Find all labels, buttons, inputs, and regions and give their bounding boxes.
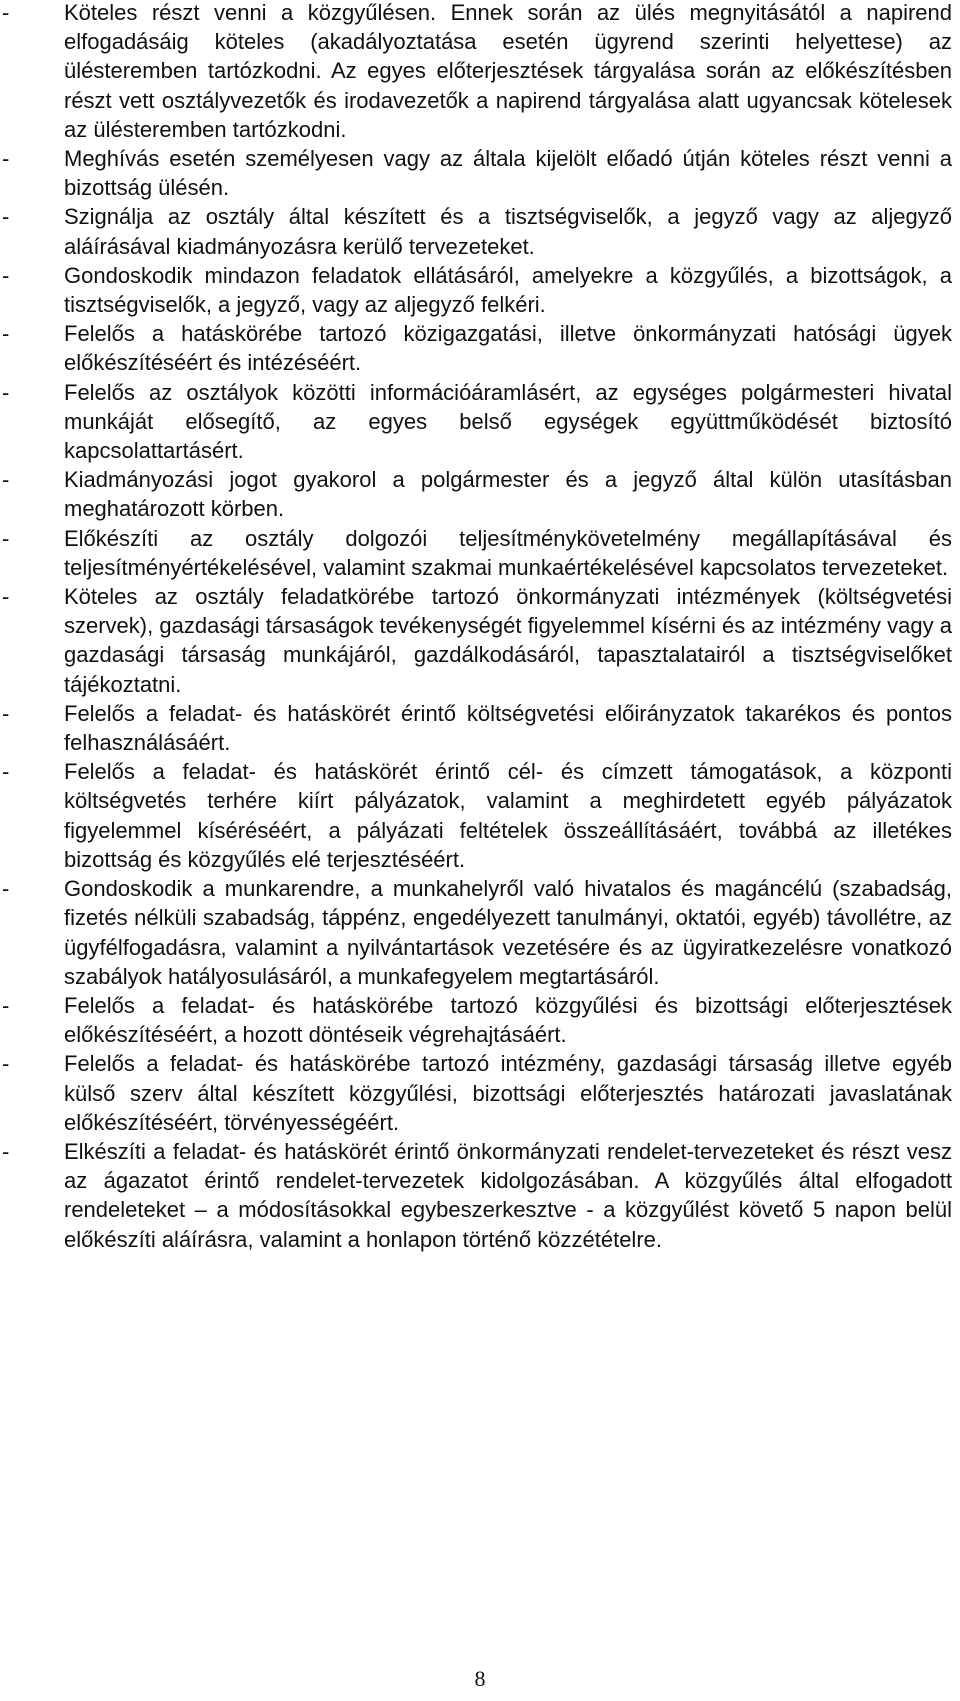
list-item — [0, 465, 952, 523]
page-number: 8 — [474, 1666, 486, 1691]
list-item — [0, 991, 952, 1049]
item-text: Felelős a feladat- és hatáskörét érintő költségvetési előirányzatok takarékos és pontos felhasználásáért. — [64, 700, 952, 756]
list-item — [0, 582, 952, 699]
bullet-dash: - — [2, 759, 10, 785]
bullet-dash: - — [2, 467, 10, 493]
bullet-dash: - — [2, 876, 10, 902]
bullet-dash: - — [2, 0, 10, 25]
bullet-dash: - — [2, 262, 10, 288]
bullet-dash: - — [2, 700, 10, 726]
list-item — [0, 261, 952, 319]
bullet-dash: - — [2, 584, 10, 610]
item-text: Köteles részt venni a közgyűlésen. Ennek során az ülés megnyitásától a napirend elfogadásáig köteles (akadályoztatása esetén ügyrend szerinti helyettese) az ülésteremben tartózkodni. Az egyes előterjesztések tárgyalása során az előkészítésben részt vett osztályvezetők és irodavezetők a napirend tárgyalása alatt ugyancsak kötelesek az ülésteremben tartózkodni. — [64, 0, 952, 142]
bullet-dash: - — [2, 992, 10, 1018]
bullet-dash: - — [2, 204, 10, 230]
item-text: Gondoskodik a munkarendre, a munkahelyről való hivatalos és magáncélú (szabadság, fizetés nélküli szabadság, táppénz, engedélyezett tanulmányi, oktatói, egyéb) távollétre, az ügyfélfogadásra, valamint a nyilvántartások vezetésére és az ügyiratkezelésre vonatkozó szabályok hatályosulásáról, a munkafegyelem megtartásáról. — [64, 876, 952, 989]
bullet-dash: - — [2, 1051, 10, 1077]
list-item — [0, 319, 952, 377]
list-item — [0, 202, 952, 260]
list-item — [0, 1137, 952, 1254]
list-item — [0, 524, 952, 582]
bullet-dash: - — [2, 379, 10, 405]
bullet-dash: - — [2, 146, 10, 172]
item-text: Kiadmányozási jogot gyakorol a polgármester és a jegyző által külön utasításban meghatározott körben. — [64, 467, 952, 522]
bullet-dash: - — [2, 1138, 10, 1164]
list-item — [0, 757, 952, 874]
item-text: Szignálja az osztály által készített és a tisztségviselők, a jegyző vagy az aljegyző aláírásával kiadmányozásra kerülő tervezeteket. — [64, 204, 952, 259]
list-item — [0, 699, 952, 757]
item-text: Meghívás esetén személyesen vagy az általa kijelölt előadó útján köteles részt venni a bizottság ülésén. — [64, 146, 952, 201]
bullet-dash: - — [2, 321, 10, 347]
item-text: Köteles az osztály feladatkörébe tartozó önkormányzati intézmények (költségvetési szervek), gazdasági társaságok tevékenységét figyelemmel kísérni és az intézmény vagy a gazdasági társaság munkájáról, gazdálkodásáról, tapasztalatairól a tisztségviselőket tájékoztatni. — [64, 584, 952, 697]
bullet-dash: - — [2, 525, 10, 551]
list-item — [0, 874, 952, 991]
list-item — [0, 144, 952, 202]
list-item — [0, 378, 952, 466]
list-item — [0, 0, 952, 144]
item-text: Felelős a hatáskörébe tartozó közigazgatási, illetve önkormányzati hatósági ügyek előkészítéséért és intézéséért. — [64, 321, 952, 376]
item-text: Felelős a feladat- és hatáskörébe tartozó intézmény, gazdasági társaság illetve egyéb külső szerv által készített közgyűlési, bizottsági előterjesztés határozati javaslatának előkészítéséért, törvényességéért. — [64, 1051, 952, 1135]
item-text: Gondoskodik mindazon feladatok ellátásáról, amelyekre a közgyűlés, a bizottságok, a tisztségviselők, a jegyző, vagy az aljegyző felkéri. — [64, 262, 952, 318]
item-text: Felelős az osztályok közötti információáramlásért, az egységes polgármesteri hivatal munkáját elősegítő, az egyes belső egységek együttműködését biztosító kapcsolattartásért. — [64, 379, 952, 464]
item-text: Előkészíti az osztály dolgozói teljesítménykövetelmény megállapításával és teljesítményértékelésével, valamint szakmai munkaértékelésével kapcsolatos tervezeteket. — [64, 525, 952, 580]
item-text: Elkészíti a feladat- és hatáskörét érintő önkormányzati rendelet-tervezeteket és részt vesz az ágazatot érintő rendelet-tervezetek kidolgozásában. A közgyűlés által elfogadott rendeleteket – a módosításokkal egybeszerkesztve - a közgyűlést követő 5 napon belül előkészíti aláírásra, valamint a honlapon történő közzétételre. — [64, 1138, 952, 1252]
item-text: Felelős a feladat- és hatáskörét érintő cél- és címzett támogatások, a központi költségvetés terhére kiírt pályázatok, valamint a meghirdetett egyéb pályázatok figyelemmel kíséréséért, a pályázati feltételek összeállításáért, továbbá az illetékes bizottság és közgyűlés elé terjesztéséért. — [64, 759, 952, 872]
list-item — [0, 1049, 952, 1137]
item-text: Felelős a feladat- és hatáskörébe tartozó közgyűlési és bizottsági előterjesztések előkészítéséért, a hozott döntéseik végrehajtásáért. — [64, 992, 952, 1048]
